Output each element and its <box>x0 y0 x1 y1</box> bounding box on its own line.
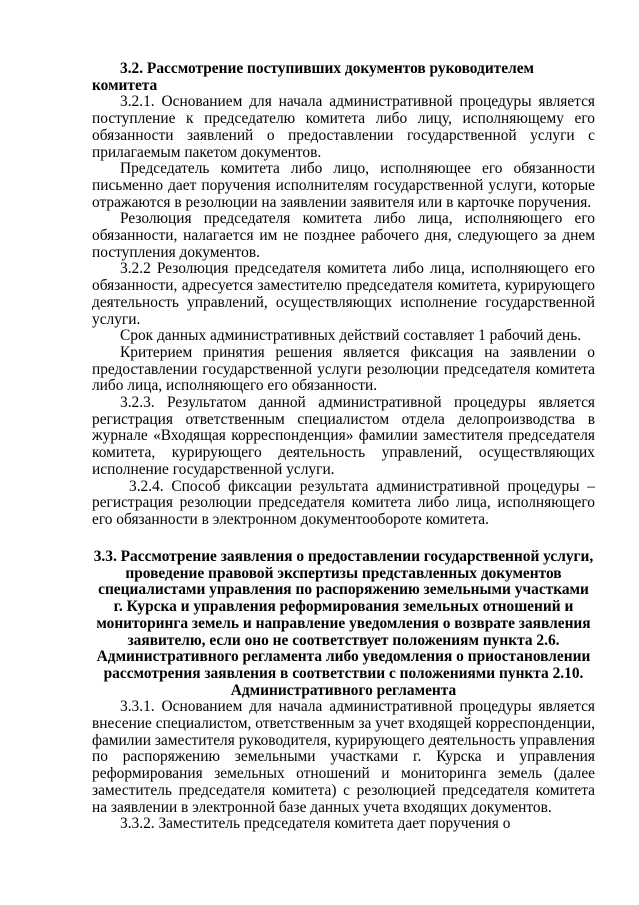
paragraph: Критерием принятия решения является фиксация на заявлении о предоставлении государственной услуги резолюции председателя комитета либо лица, исполняющего его обязанности. <box>92 343 595 395</box>
section-heading: 3.3. Рассмотрение заявления о предоставлении государственной услуги, проведение правовой экспертизы представленных документов специалистами управления по распоряжению земельными участками г. Курска и управления реформирования земельных отношений и мониторинга земель и направление уведомления о возврате заявления заявителю, если оно не соответствует положениям пункта 2.6. Административного регламента либо уведомления о приостановлении рассмотрения заявления в соответствии с положениями пункта 2.10. Административного регламента <box>93 548 594 699</box>
paragraph: 3.2.1. Основанием для начала административной процедуры является поступление к председателю комитета либо лицу, исполняющему его обязанности заявлений о предоставлении государственной услуги с прилагаемым пакетом документов. <box>92 93 595 161</box>
section-heading: 3.2. Рассмотрение поступивших документов руководителем комитета <box>92 60 535 94</box>
paragraph: 3.3.2. Заместитель председателя комитета дает поручения о <box>120 815 511 833</box>
paragraph: 3.2.2 Резолюция председателя комитета либо лица, исполняющего его обязанности, адресуется заместителю председателя комитета, курирующего деятельность управлений, осуществляющих исполнение государственной услуги. <box>92 260 595 328</box>
paragraph: Председатель комитета либо лицо, исполняющее его обязанности письменно дает поручения исполнителям государственной услуги, которые отражаются в резолюции на заявлении заявителя или в карточке поручения. <box>92 160 595 211</box>
paragraph: 3.2.3. Результатом данной административной процедуры является регистрация ответственным специалистом отдела делопроизводства в журнале «Входящая корреспонденция» фамилии заместителя председателя комитета, курирующего деятельность управлений, осуществляющих исполнение государственной услуги. <box>92 394 595 478</box>
paragraph: Срок данных административных действий составляет 1 рабочий день. <box>120 327 582 345</box>
paragraph: Резолюция председателя комитета либо лица, исполняющего его обязанности, налагается им не позднее рабочего дня, следующего за днем поступления документов. <box>92 210 595 261</box>
section-3-3 <box>92 549 595 833</box>
paragraph: 3.2.4. Способ фиксации результата административной процедуры – регистрация резолюции председателя комитета либо лица, исполняющего его обязанности в электронном документообороте комитета. <box>92 477 595 528</box>
paragraph: 3.3.1. Основанием для начала административной процедуры является внесение специалистом, ответственным за учет входящей корреспонденции, фамилии заместителя руководителя, курирующего деятельность управления по распоряжению земельными участками г. Курска и управления реформирования земельных отношений и мониторинга земель (далее заместитель председателя комитета) с резолюцией председателя комитета на заявлении в электронной базе данных учета входящих документов. <box>92 698 595 816</box>
section-3-2 <box>92 61 595 529</box>
